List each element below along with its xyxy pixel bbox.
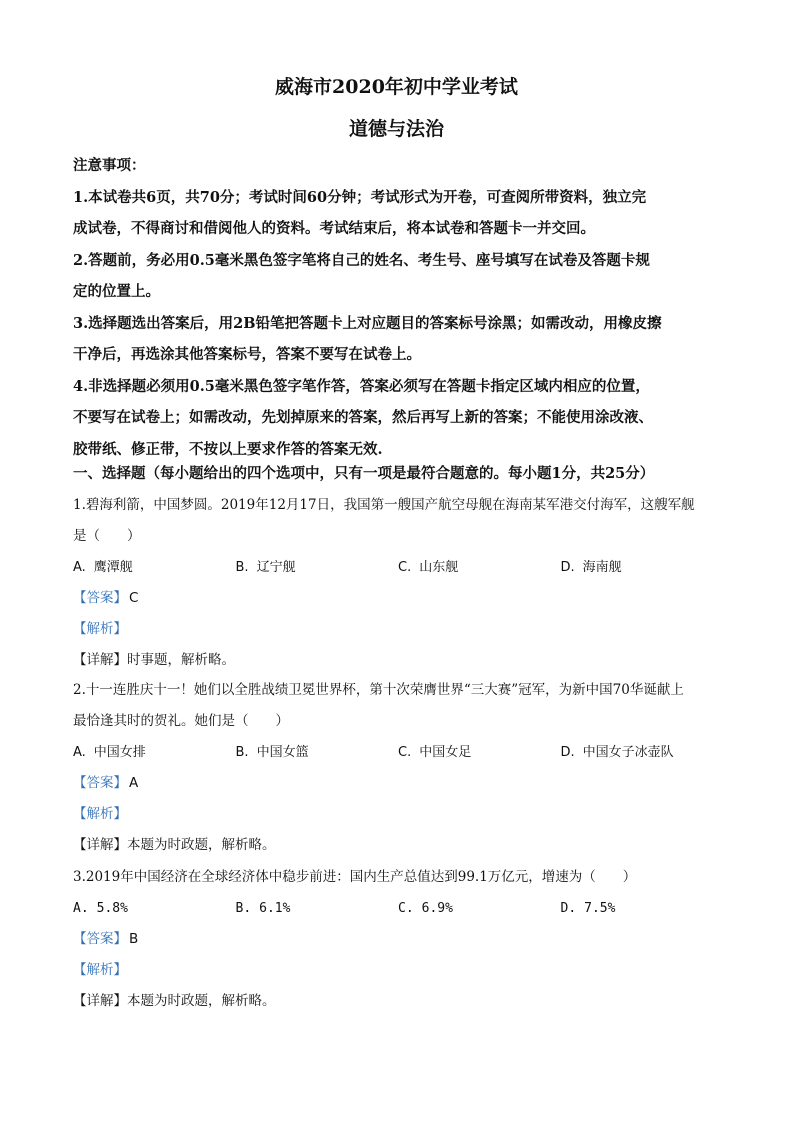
detail-line: 【详解】时事题，解析略。 [73,652,235,668]
option-d: D. 7.5% [560,901,616,916]
question-stem-cont: 最恰逢其时的贺礼。她们是（ ） [73,713,289,729]
analysis-tag: 【解析】 [73,621,127,637]
exam-title: 威海市2020年初中学业考试 [275,76,518,98]
instruction-line: 3.选择题选出答案后，用2B铅笔把答题卡上对应题目的答案标号涂黑；如需改动，用橡皮擦 [73,314,662,332]
question-2 [73,675,723,861]
instruction-line: 成试卷，不得商讨和借阅他人的资料。考试结束后，将本试卷和答题卡一并交回。 [73,220,595,237]
option-a: A. 中国女排 [73,745,146,760]
answer-line [73,768,723,799]
question-stem: 2.十一连胜庆十一！她们以全胜战绩卫冕世界杯，第十次荣膺世界“三大赛”冠军，为新中国70华诞献上 [73,682,684,698]
option-c: C. 中国女足 [398,745,472,760]
option-d: D. 中国女子冰壶队 [560,745,674,760]
question-stem: 1.碧海利箭，中国梦圆。2019年12月17日，我国第一艘国产航空母舰在海南某军港交付海军，这艘军舰 [73,497,695,513]
option-b: B. 6.1% [235,901,291,916]
option-a: A. 鹰潭舰 [73,560,133,575]
question-3 [73,862,723,1017]
instruction-line: 不要写在试卷上；如需改动，先划掉原来的答案，然后再写上新的答案；不能使用涂改液、 [73,409,653,426]
options-row [73,893,723,924]
analysis-line [73,799,723,830]
instruction-line: 干净后，再选涂其他答案标号，答案不要写在试卷上。 [73,346,421,363]
instruction-line: 2.答题前，务必用0.5毫米黑色签字笔将自己的姓名、考生号、座号填写在试卷及答题卡规 [73,251,650,269]
detail-line: 【详解】本题为时政题，解析略。 [73,837,276,853]
option-d: D. 海南舰 [560,560,622,575]
option-c: C. 山东舰 [398,560,459,575]
question-1 [73,490,723,676]
question-stem: 3.2019年中国经济在全球经济体中稳步前进：国内生产总值达到99.1万亿元，增速为（ ） [73,869,637,885]
instructions-block [73,150,723,465]
analysis-line [73,955,723,986]
question-stem-cont: 是（ ） [73,528,141,544]
instructions-heading: 注意事项： [73,157,146,174]
instruction-line: 胶带纸、修正带，不按以上要求作答的答案无效. [73,440,383,458]
answer-line [73,924,723,955]
options-row [73,737,723,768]
answer-tag: 【答案】 [73,775,127,791]
instruction-line: 4.非选择题必须用0.5毫米黑色签字笔作答，答案必须写在答题卡指定区域内相应的位置， [73,377,650,395]
answer-tag: 【答案】 [73,931,127,947]
answer-line [73,583,723,614]
section-heading: 一、选择题（每小题给出的四个选项中，只有一项是最符合题意的。每小题1分，共25分） [73,465,655,482]
instruction-line: 定的位置上。 [73,283,160,300]
option-c: C. 6.9% [398,901,453,916]
answer-value: B [129,931,139,947]
exam-subject: 道德与法治 [348,118,444,140]
analysis-line [73,614,723,645]
option-a: A. 5.8% [73,901,128,916]
answer-value: C [129,590,139,606]
option-b: B. 中国女篮 [235,745,309,760]
detail-line: 【详解】本题为时政题，解析略。 [73,993,276,1009]
analysis-tag: 【解析】 [73,962,127,978]
options-row [73,552,723,583]
analysis-tag: 【解析】 [73,806,127,822]
answer-value: A [129,775,139,791]
option-b: B. 辽宁舰 [235,560,296,575]
answer-tag: 【答案】 [73,590,127,606]
instruction-line: 1.本试卷共6页，共70分；考试时间60分钟；考试形式为开卷，可查阅所带资料，独立完 [73,188,647,206]
